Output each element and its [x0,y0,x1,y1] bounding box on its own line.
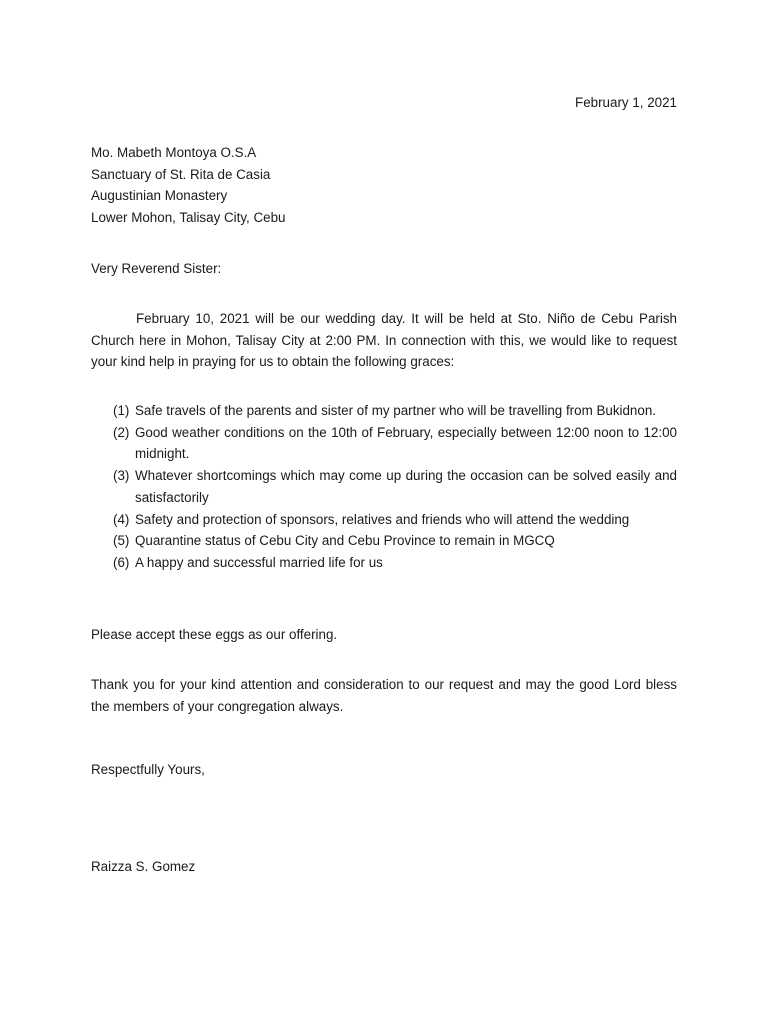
recipient-location: Lower Mohon, Talisay City, Cebu [91,210,286,226]
recipient-address [91,142,691,229]
list-item-text: Quarantine status of Cebu City and Cebu Province to remain in MGCQ [135,533,555,549]
list-item-number: (5) [113,533,130,549]
list-item [113,422,677,465]
body-paragraph: February 10, 2021 will be our wedding day. It will be held at Sto. Niño de Cebu Parish Church here in Mohon, Talisay City at 2:00 PM. In connection with this, we would like to request your kind help in praying for us to obtain the following graces: [91,311,677,370]
recipient-name: Mo. Mabeth Montoya O.S.A [91,145,257,160]
letter-date: February 1, 2021 [575,95,677,110]
list-item-number: (2) [113,424,130,440]
list-item [113,400,677,422]
signature-name: Raizza S. Gomez [91,859,196,874]
list-item-text: A happy and successful married life for us [135,554,383,570]
recipient-monastery: Augustinian Monastery [91,188,228,204]
graces-list [113,400,677,574]
offering-line: Please accept these eggs as our offering. [91,627,338,642]
list-item-number: (6) [113,554,130,570]
list-item-number: (3) [113,468,130,484]
list-item-text: Safe travels of the parents and sister of my partner who will be travelling from Bukidnon. [135,403,656,418]
thanks-paragraph: Thank you for your kind attention and consideration to our request and may the good Lord bless the members of your congregation always. [91,677,677,714]
list-item-number: (1) [113,403,130,418]
list-item [113,465,677,508]
list-item [113,530,677,552]
list-item-text: Safety and protection of sponsors, relatives and friends who will attend the wedding [135,511,630,527]
recipient-organization: Sanctuary of St. Rita de Casia [91,166,271,182]
salutation: Very Reverend Sister: [91,261,222,276]
list-item-text: Good weather conditions on the 10th of February, especially between 12:00 noon to 12:00 midnight. [135,424,677,462]
list-item [113,509,677,531]
list-item [113,552,677,574]
closing-line: Respectfully Yours, [91,762,205,777]
list-item-text: Whatever shortcomings which may come up during the occasion can be solved easily and satisfactorily [135,468,677,505]
list-item-number: (4) [113,511,130,527]
